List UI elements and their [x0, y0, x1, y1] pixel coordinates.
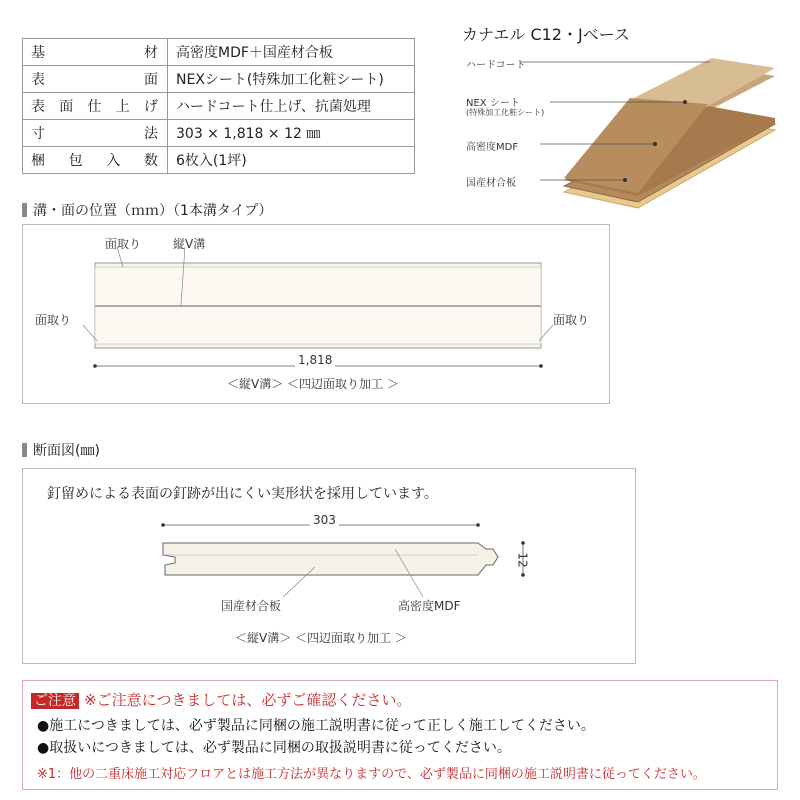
spec-key: 梱 包 入 数 [31, 153, 159, 169]
cross-section-title: 断面図(㎜) [33, 443, 100, 459]
spec-value: ハードコート仕上げ、抗菌処理 [168, 93, 415, 120]
spec-table [22, 38, 415, 174]
label-v-groove: 縦V溝 [173, 237, 206, 251]
product-title: カナエル C12・Jベース [462, 25, 630, 44]
label-chamfer-top: 面取り [105, 237, 142, 251]
caution-line: ●取扱いにつきましては、必ず製品に同梱の取扱説明書に従ってください。 [37, 740, 511, 756]
groove-diagram-box [22, 224, 610, 404]
layer-label-hardcoat: ハードコート [466, 60, 526, 71]
spec-row [23, 93, 415, 120]
spec-key: 表 面 [31, 72, 159, 88]
caution-tag: ご注意 [31, 693, 79, 709]
spec-row [23, 39, 415, 66]
spec-row [23, 120, 415, 147]
label-chamfer-right: 面取り [553, 313, 590, 327]
section-marker [22, 443, 27, 457]
caution-note: ※1：他の二重床施工対応フロアとは施工方法が異なりますので、必ず製品に同梱の施工説明書に従ってください。 [37, 767, 706, 782]
spec-row [23, 147, 415, 174]
label-chamfer-left: 面取り [35, 313, 72, 327]
cross-section-caption: ＜縦V溝＞ ＜四辺面取り加工 ＞ [235, 631, 407, 645]
spec-key: 基 材 [31, 45, 159, 61]
label-mdf: 高密度MDF [398, 599, 461, 613]
spec-key: 寸 法 [31, 126, 159, 142]
caution-heading [31, 689, 411, 710]
groove-section-title: 溝・面の位置（ｍｍ）（1本溝タイプ） [33, 203, 273, 219]
section-marker [22, 203, 27, 217]
groove-section-header [22, 200, 272, 220]
groove-caption: ＜縦V溝＞ ＜四辺面取り加工 ＞ [227, 377, 399, 391]
layer-label-plywood: 国産材合板 [466, 178, 516, 189]
thickness-label: 12 [515, 552, 530, 568]
spec-row [23, 66, 415, 93]
caution-headline: ※ご注意につきましては、必ずご確認ください。 [84, 691, 412, 709]
spec-value: NEXシート(特殊加工化粧シート) [168, 66, 415, 93]
width-label: 303 [310, 513, 339, 527]
layer-label-nex: NEX シート [466, 98, 520, 109]
spec-value: 6枚入(1坪) [168, 147, 415, 174]
spec-value: 303 × 1,818 × 12 ㎜ [168, 120, 415, 147]
label-plywood: 国産材合板 [221, 599, 282, 613]
caution-line: ●施工につきましては、必ず製品に同梱の施工説明書に従って正しく施工してください。 [37, 718, 595, 734]
caution-box [22, 680, 778, 790]
layer-label-nex-sub: (特殊加工化粧シート) [466, 108, 545, 117]
cross-section-header [22, 440, 100, 460]
spec-key: 表 面 仕 上 げ [31, 99, 159, 115]
cross-section-box [22, 468, 636, 664]
spec-value: 高密度MDF＋国産材合板 [168, 39, 415, 66]
cross-section-description: 釘留めによる表面の釘跡が出にくい実形状を採用しています。 [47, 486, 438, 502]
length-label: 1,818 [295, 353, 335, 367]
layer-label-mdf: 高密度MDF [466, 142, 519, 153]
